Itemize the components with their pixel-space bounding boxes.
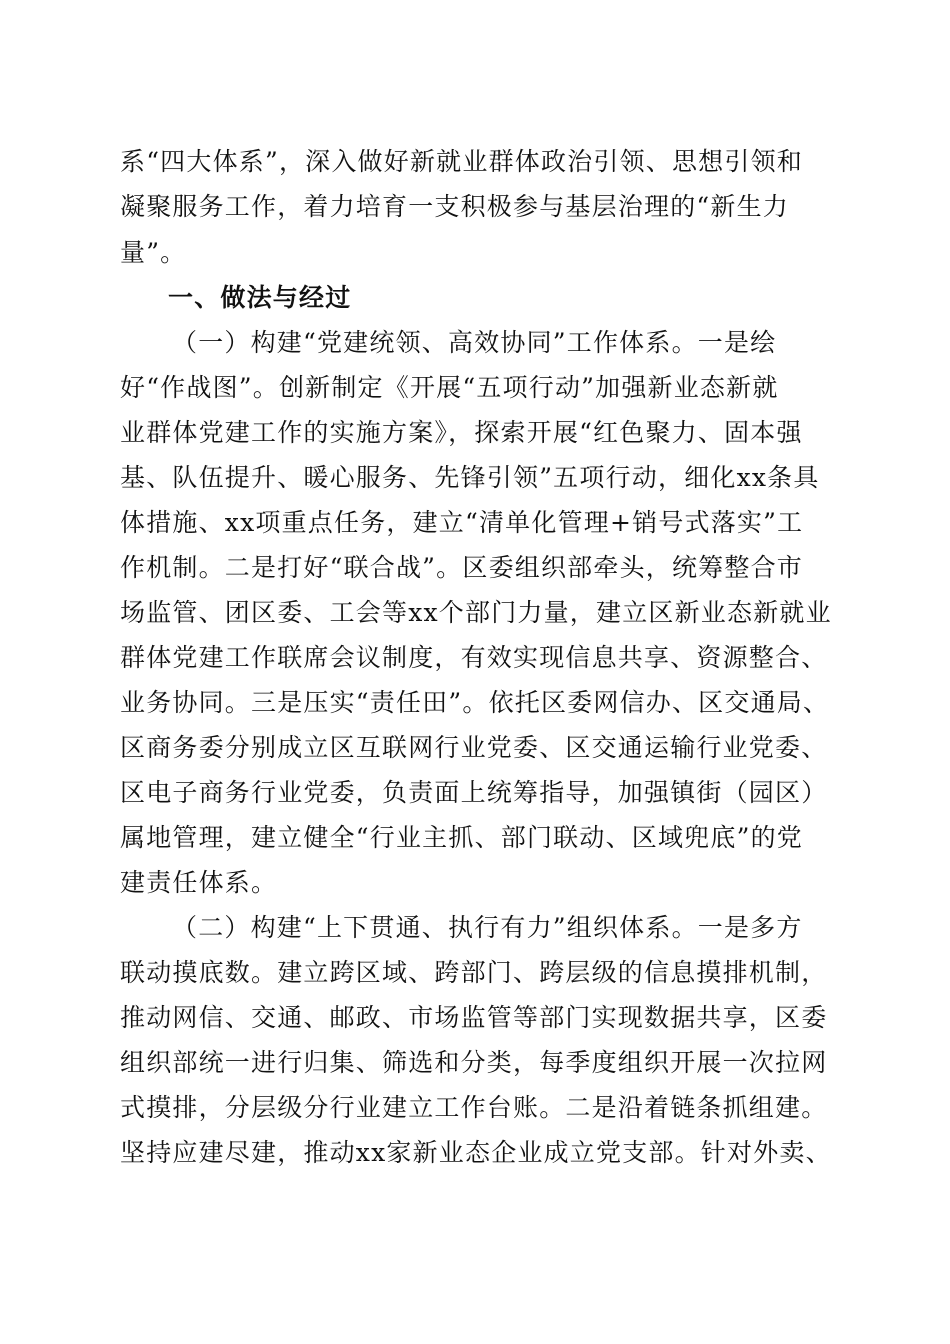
body-text-line: 区商务委分别成立区互联网行业党委、区交通运输行业党委、 [120, 733, 828, 762]
body-text-line: 业务协同。三是压实“责任田”。依托区委网信办、区交通局、 [120, 688, 830, 717]
body-text-line: 系“四大体系”，深入做好新就业群体政治引领、思想引领和 [120, 147, 803, 176]
body-text-line: 场监管、团区委、工会等xx个部门力量，建立区新业态新就业 [120, 598, 832, 627]
body-text-line: 量”。 [120, 238, 187, 267]
subsection-first-line: （一）构建“党建统领、高效协同”工作体系。一是绘 [172, 328, 777, 357]
body-text-line: 凝聚服务工作，着力培育一支积极参与基层治理的“新生力 [120, 192, 789, 221]
body-text-line: 建责任体系。 [120, 868, 278, 897]
body-text-line: 群体党建工作联席会议制度，有效实现信息共享、资源整合、 [120, 643, 828, 672]
body-text-line: 好“作战图”。创新制定《开展“五项行动”加强新业态新就 [120, 373, 779, 402]
body-text-line: 作机制。二是打好“联合战”。区委组织部牵头，统筹整合市 [120, 553, 803, 582]
body-text-line: 推动网信、交通、邮政、市场监管等部门实现数据共享，区委 [120, 1003, 828, 1032]
body-text-line: 业群体党建工作的实施方案》，探索开展“红色聚力、固本强 [120, 418, 803, 447]
body-text-line: 区电子商务行业党委，负责面上统筹指导，加强镇街（园区） [120, 778, 828, 807]
body-text-line: 式摸排，分层级分行业建立工作台账。二是沿着链条抓组建。 [120, 1093, 828, 1122]
body-text-line: 属地管理，建立健全“行业主抓、部门联动、区域兜底”的党 [120, 823, 803, 852]
subsection-first-line: （二）构建“上下贯通、执行有力”组织体系。一是多方 [172, 913, 803, 942]
body-text-line: 坚持应建尽建，推动xx家新业态企业成立党支部。针对外卖、 [120, 1138, 832, 1167]
body-text-line: 联动摸底数。建立跨区域、跨部门、跨层级的信息摸排机制， [120, 958, 828, 987]
body-text-line: 组织部统一进行归集、筛选和分类，每季度组织开展一次拉网 [120, 1048, 828, 1077]
body-text-line: 基、队伍提升、暖心服务、先锋引领”五项行动，细化xx条具 [120, 463, 820, 492]
body-text-line: 体措施、xx项重点任务，建立“清单化管理+销号式落实”工 [120, 508, 804, 537]
section-heading: 一、做法与经过 [168, 283, 352, 312]
